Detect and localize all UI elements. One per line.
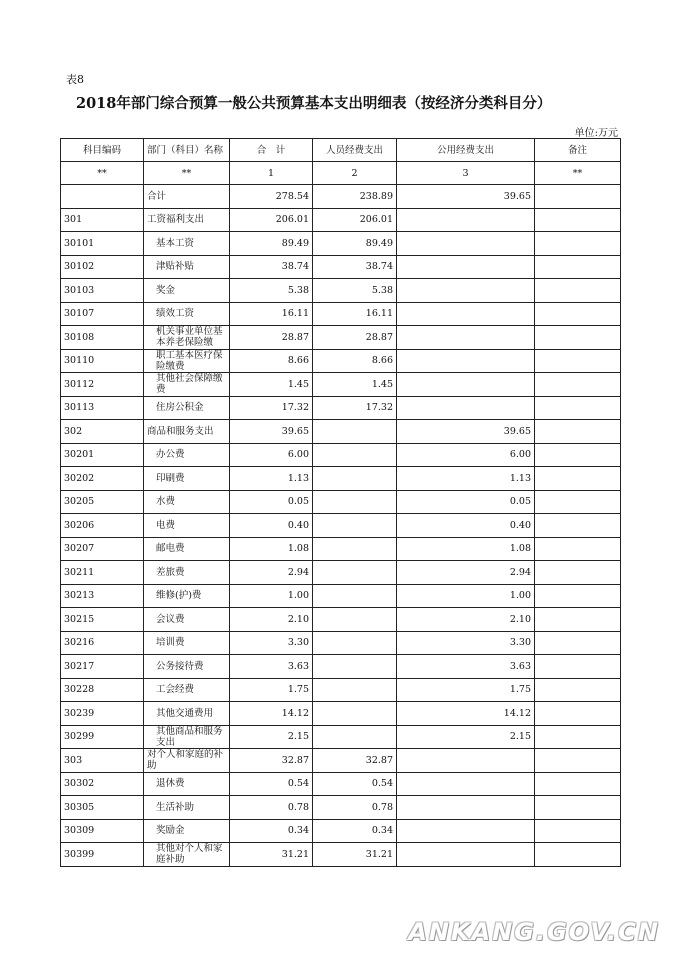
cell-public: 0.40 bbox=[397, 514, 535, 538]
table-row bbox=[61, 326, 621, 350]
cell-code: 30309 bbox=[61, 819, 144, 843]
cell-name: 差旅费 bbox=[144, 561, 230, 585]
budget-table-body bbox=[61, 139, 621, 867]
cell-note bbox=[535, 255, 621, 279]
table-row bbox=[61, 749, 621, 773]
cell-public: 14.12 bbox=[397, 702, 535, 726]
cell-code: 30101 bbox=[61, 232, 144, 256]
cell-code: 30305 bbox=[61, 796, 144, 820]
cell-public: 3.30 bbox=[397, 631, 535, 655]
cell-name: 水费 bbox=[144, 490, 230, 514]
cell-code: 30102 bbox=[61, 255, 144, 279]
cell-name: 奖金 bbox=[144, 279, 230, 303]
cell-total: 39.65 bbox=[230, 420, 313, 444]
cell-personnel bbox=[313, 725, 397, 749]
cell-personnel bbox=[313, 631, 397, 655]
cell-note bbox=[535, 749, 621, 773]
table-row bbox=[61, 467, 621, 491]
cell-note bbox=[535, 796, 621, 820]
header-code: 科目编码 bbox=[61, 139, 144, 162]
cell-personnel bbox=[313, 678, 397, 702]
table-row bbox=[61, 279, 621, 303]
cell-name: 电费 bbox=[144, 514, 230, 538]
cell-code: 30217 bbox=[61, 655, 144, 679]
table-row bbox=[61, 537, 621, 561]
cell-public: 39.65 bbox=[397, 185, 535, 209]
cell-public: 39.65 bbox=[397, 420, 535, 444]
cell-personnel: 28.87 bbox=[313, 326, 397, 350]
cell-code: 30239 bbox=[61, 702, 144, 726]
cell-personnel: 5.38 bbox=[313, 279, 397, 303]
cell-total: 16.11 bbox=[230, 302, 313, 326]
cell-public bbox=[397, 232, 535, 256]
cell-total: 14.12 bbox=[230, 702, 313, 726]
table-row bbox=[61, 561, 621, 585]
cell-note bbox=[535, 232, 621, 256]
cell-total: 6.00 bbox=[230, 443, 313, 467]
cell-total: 28.87 bbox=[230, 326, 313, 350]
cell-public: 2.15 bbox=[397, 725, 535, 749]
cell-personnel bbox=[313, 608, 397, 632]
cell-note bbox=[535, 279, 621, 303]
table-row bbox=[61, 819, 621, 843]
cell-name: 绩效工资 bbox=[144, 302, 230, 326]
cell-note bbox=[535, 349, 621, 373]
cell-personnel bbox=[313, 467, 397, 491]
table-row bbox=[61, 843, 621, 867]
cell-note bbox=[535, 537, 621, 561]
cell-personnel bbox=[313, 702, 397, 726]
cell-name: 办公费 bbox=[144, 443, 230, 467]
table-row bbox=[61, 185, 621, 209]
cell-name: 奖励金 bbox=[144, 819, 230, 843]
cell-note bbox=[535, 678, 621, 702]
subheader-public: 3 bbox=[397, 162, 535, 185]
cell-total: 1.13 bbox=[230, 467, 313, 491]
cell-name: 其他交通费用 bbox=[144, 702, 230, 726]
cell-name: 对个人和家庭的补助 bbox=[144, 749, 230, 773]
cell-name: 工会经费 bbox=[144, 678, 230, 702]
cell-public bbox=[397, 208, 535, 232]
cell-code: 30113 bbox=[61, 396, 144, 420]
cell-personnel bbox=[313, 584, 397, 608]
cell-personnel: 238.89 bbox=[313, 185, 397, 209]
cell-code: 30216 bbox=[61, 631, 144, 655]
cell-name: 生活补助 bbox=[144, 796, 230, 820]
cell-total: 32.87 bbox=[230, 749, 313, 773]
cell-name: 邮电费 bbox=[144, 537, 230, 561]
table-row bbox=[61, 443, 621, 467]
cell-personnel bbox=[313, 443, 397, 467]
table-row bbox=[61, 208, 621, 232]
cell-code: 30215 bbox=[61, 608, 144, 632]
cell-personnel: 38.74 bbox=[313, 255, 397, 279]
unit-label: 单位:万元 bbox=[574, 128, 618, 139]
cell-note bbox=[535, 373, 621, 397]
cell-total: 5.38 bbox=[230, 279, 313, 303]
table-row bbox=[61, 702, 621, 726]
cell-note bbox=[535, 467, 621, 491]
cell-note bbox=[535, 584, 621, 608]
cell-personnel: 32.87 bbox=[313, 749, 397, 773]
cell-code: 30399 bbox=[61, 843, 144, 867]
subheader-personnel: 2 bbox=[313, 162, 397, 185]
cell-code: 30103 bbox=[61, 279, 144, 303]
cell-code: 30107 bbox=[61, 302, 144, 326]
cell-name: 培训费 bbox=[144, 631, 230, 655]
cell-personnel: 0.78 bbox=[313, 796, 397, 820]
cell-code: 30299 bbox=[61, 725, 144, 749]
cell-name: 维修(护)费 bbox=[144, 584, 230, 608]
table-row bbox=[61, 490, 621, 514]
cell-personnel bbox=[313, 420, 397, 444]
cell-public: 0.05 bbox=[397, 490, 535, 514]
cell-public: 6.00 bbox=[397, 443, 535, 467]
cell-note bbox=[535, 702, 621, 726]
cell-code: 30205 bbox=[61, 490, 144, 514]
cell-public: 3.63 bbox=[397, 655, 535, 679]
cell-note bbox=[535, 772, 621, 796]
cell-personnel: 0.34 bbox=[313, 819, 397, 843]
table-row bbox=[61, 725, 621, 749]
cell-public: 1.13 bbox=[397, 467, 535, 491]
cell-public: 1.75 bbox=[397, 678, 535, 702]
cell-name: 商品和服务支出 bbox=[144, 420, 230, 444]
cell-note bbox=[535, 843, 621, 867]
cell-total: 2.10 bbox=[230, 608, 313, 632]
cell-code: 303 bbox=[61, 749, 144, 773]
cell-code: 30201 bbox=[61, 443, 144, 467]
cell-note bbox=[535, 725, 621, 749]
cell-note bbox=[535, 819, 621, 843]
cell-public: 1.00 bbox=[397, 584, 535, 608]
cell-total: 38.74 bbox=[230, 255, 313, 279]
cell-code: 30211 bbox=[61, 561, 144, 585]
cell-personnel: 1.45 bbox=[313, 373, 397, 397]
table-row bbox=[61, 396, 621, 420]
cell-public bbox=[397, 772, 535, 796]
table-row bbox=[61, 232, 621, 256]
cell-personnel: 89.49 bbox=[313, 232, 397, 256]
cell-total: 0.78 bbox=[230, 796, 313, 820]
cell-total: 0.05 bbox=[230, 490, 313, 514]
cell-name: 机关事业单位基本养老保险缴 bbox=[144, 326, 230, 350]
cell-code: 30207 bbox=[61, 537, 144, 561]
cell-code: 30108 bbox=[61, 326, 144, 350]
page-title: 2018年部门综合预算一般公共预算基本支出明细表（按经济分类科目分） bbox=[76, 95, 552, 112]
table-row bbox=[61, 678, 621, 702]
cell-total: 0.40 bbox=[230, 514, 313, 538]
table-row bbox=[61, 796, 621, 820]
cell-name: 会议费 bbox=[144, 608, 230, 632]
cell-total: 2.94 bbox=[230, 561, 313, 585]
table-row bbox=[61, 584, 621, 608]
cell-public bbox=[397, 255, 535, 279]
cell-note bbox=[535, 326, 621, 350]
cell-name: 合计 bbox=[144, 185, 230, 209]
cell-total: 8.66 bbox=[230, 349, 313, 373]
table-number: 表8 bbox=[66, 73, 84, 86]
cell-public bbox=[397, 749, 535, 773]
cell-note bbox=[535, 561, 621, 585]
cell-name: 其他对个人和家庭补助 bbox=[144, 843, 230, 867]
cell-note bbox=[535, 302, 621, 326]
table-row bbox=[61, 349, 621, 373]
cell-name: 公务接待费 bbox=[144, 655, 230, 679]
cell-code: 30206 bbox=[61, 514, 144, 538]
cell-note bbox=[535, 514, 621, 538]
cell-name: 基本工资 bbox=[144, 232, 230, 256]
table-row bbox=[61, 655, 621, 679]
cell-note bbox=[535, 420, 621, 444]
cell-total: 1.00 bbox=[230, 584, 313, 608]
cell-public bbox=[397, 396, 535, 420]
cell-personnel bbox=[313, 514, 397, 538]
cell-note bbox=[535, 490, 621, 514]
cell-total: 0.54 bbox=[230, 772, 313, 796]
cell-public: 1.08 bbox=[397, 537, 535, 561]
budget-table bbox=[60, 138, 621, 867]
cell-name: 退休费 bbox=[144, 772, 230, 796]
cell-total: 31.21 bbox=[230, 843, 313, 867]
cell-note bbox=[535, 631, 621, 655]
header-name: 部门（科目）名称 bbox=[144, 139, 230, 162]
cell-total: 206.01 bbox=[230, 208, 313, 232]
cell-personnel: 17.32 bbox=[313, 396, 397, 420]
cell-public bbox=[397, 819, 535, 843]
header-personnel: 人员经费支出 bbox=[313, 139, 397, 162]
cell-code: 30110 bbox=[61, 349, 144, 373]
header-public: 公用经费支出 bbox=[397, 139, 535, 162]
cell-total: 1.45 bbox=[230, 373, 313, 397]
cell-public: 2.10 bbox=[397, 608, 535, 632]
cell-personnel bbox=[313, 561, 397, 585]
cell-code: 30213 bbox=[61, 584, 144, 608]
cell-public bbox=[397, 302, 535, 326]
cell-note bbox=[535, 443, 621, 467]
cell-note bbox=[535, 185, 621, 209]
cell-public bbox=[397, 796, 535, 820]
subheader-row bbox=[61, 162, 621, 185]
subheader-total: 1 bbox=[230, 162, 313, 185]
cell-total: 278.54 bbox=[230, 185, 313, 209]
cell-personnel bbox=[313, 655, 397, 679]
cell-name: 津贴补贴 bbox=[144, 255, 230, 279]
cell-code: 30228 bbox=[61, 678, 144, 702]
cell-name: 职工基本医疗保险缴费 bbox=[144, 349, 230, 373]
cell-total: 3.63 bbox=[230, 655, 313, 679]
cell-personnel: 206.01 bbox=[313, 208, 397, 232]
cell-name: 工资福利支出 bbox=[144, 208, 230, 232]
cell-total: 1.75 bbox=[230, 678, 313, 702]
cell-code: 30302 bbox=[61, 772, 144, 796]
header-row bbox=[61, 139, 621, 162]
table-row bbox=[61, 608, 621, 632]
table-row bbox=[61, 420, 621, 444]
subheader-note: ** bbox=[535, 162, 621, 185]
cell-public bbox=[397, 373, 535, 397]
cell-name: 其他商品和服务支出 bbox=[144, 725, 230, 749]
cell-code: 302 bbox=[61, 420, 144, 444]
watermark-logo: ANKANG.GOV.CN bbox=[408, 918, 660, 946]
table-row bbox=[61, 373, 621, 397]
cell-personnel bbox=[313, 537, 397, 561]
cell-note bbox=[535, 208, 621, 232]
cell-total: 1.08 bbox=[230, 537, 313, 561]
cell-total: 89.49 bbox=[230, 232, 313, 256]
cell-personnel: 16.11 bbox=[313, 302, 397, 326]
cell-code: 30112 bbox=[61, 373, 144, 397]
cell-personnel: 8.66 bbox=[313, 349, 397, 373]
cell-total: 0.34 bbox=[230, 819, 313, 843]
cell-name: 其他社会保障缴费 bbox=[144, 373, 230, 397]
cell-public bbox=[397, 843, 535, 867]
cell-public: 2.94 bbox=[397, 561, 535, 585]
cell-name: 印刷费 bbox=[144, 467, 230, 491]
subheader-name: ** bbox=[144, 162, 230, 185]
cell-name: 住房公积金 bbox=[144, 396, 230, 420]
cell-note bbox=[535, 608, 621, 632]
cell-code: 301 bbox=[61, 208, 144, 232]
table-row bbox=[61, 772, 621, 796]
cell-public bbox=[397, 279, 535, 303]
cell-code bbox=[61, 185, 144, 209]
table-row bbox=[61, 255, 621, 279]
cell-total: 17.32 bbox=[230, 396, 313, 420]
table-row bbox=[61, 514, 621, 538]
cell-note bbox=[535, 655, 621, 679]
table-row bbox=[61, 631, 621, 655]
cell-code: 30202 bbox=[61, 467, 144, 491]
table-row bbox=[61, 302, 621, 326]
cell-total: 3.30 bbox=[230, 631, 313, 655]
cell-personnel bbox=[313, 490, 397, 514]
cell-public bbox=[397, 349, 535, 373]
cell-total: 2.15 bbox=[230, 725, 313, 749]
cell-personnel: 0.54 bbox=[313, 772, 397, 796]
header-total: 合 计 bbox=[230, 139, 313, 162]
cell-personnel: 31.21 bbox=[313, 843, 397, 867]
subheader-code: ** bbox=[61, 162, 144, 185]
cell-note bbox=[535, 396, 621, 420]
header-note: 备注 bbox=[535, 139, 621, 162]
cell-public bbox=[397, 326, 535, 350]
